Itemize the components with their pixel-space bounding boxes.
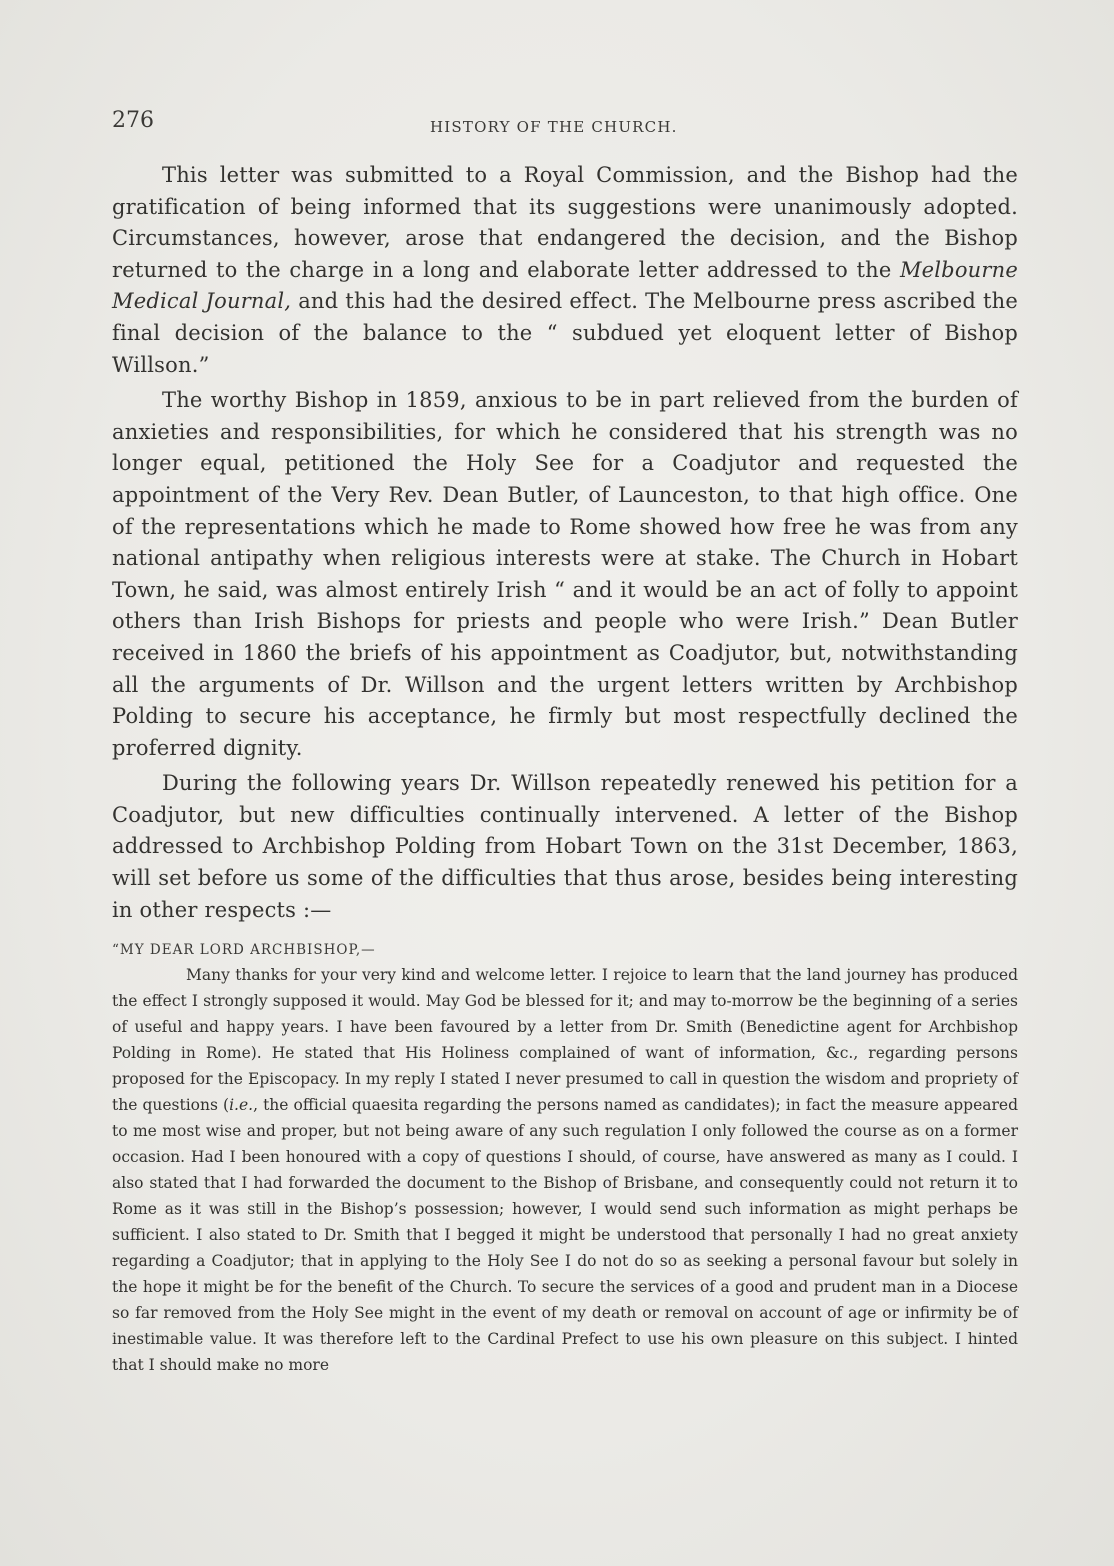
journal-title: Melbourne Medical Journal,: [112, 257, 1018, 314]
body-text: [112, 160, 1018, 1378]
page-number: 276: [112, 108, 154, 133]
letter-body-italic: i.e.: [229, 1096, 254, 1115]
running-title: HISTORY OF THE CHURCH.: [430, 118, 678, 136]
paragraph-1-text-a: This letter was submitted to a Royal Commission, and the Bishop had the gratification of being informed that its suggestions were unanimously adopted. Circumstances, however, arose that endangered the decision, and the Bishop returned to the charge in a long and elaborate letter addressed to the: [112, 163, 1018, 282]
letter-body: [112, 962, 1018, 1378]
paragraph-2: The worthy Bishop in 1859, anxious to be in part relieved from the burden of anxieties and responsibilities, for which he considered that his strength was no longer equal, petitioned the Holy See for a Coadjutor and requested the appointment of the Very Rev. Dean Butler, of Launceston, to that high office. One of the representations which he made to Rome showed how free he was from any national antipathy when religious interests were at stake. The Church in Hobart Town, he said, was almost entirely Irish “ and it would be an act of folly to appoint others than Irish Bishops for priests and people who were Irish.” Dean Butler received in 1860 the briefs of his appointment as Coadjutor, but, notwithstanding all the arguments of Dr. Willson and the urgent letters written by Archbishop Polding to secure his acceptance, he firmly but most respectfully declined the proferred dignity.: [112, 388, 1018, 760]
paragraph-1-text-b: and this had the desired effect. The Melbourne press ascribed the final decision of the balance to the “ subdued yet eloquent letter of Bishop Willson.”: [112, 289, 1018, 377]
paragraph-1: [112, 160, 1018, 381]
letter-body-text-a: Many thanks for your very kind and welcome letter. I rejoice to learn that the land journey has produced the effect I strongly supposed it would. May God be blessed for it; and may to-morrow be the beginning of a series of useful and happy years. I have been favoured by a letter from Dr. Smith (Benedictine agent for Archbishop Polding in Rome). He stated that His Holiness complained of want of information, &c., regarding persons proposed for the Episcopacy. In my reply I stated I never presumed to call in question the wisdom and propriety of the questions (: [112, 966, 1018, 1115]
letter-salutation: “MY DEAR LORD ARCHBISHOP,—: [112, 942, 376, 959]
letter-body-text-b: , the official quaesita regarding the persons named as candidates); in fact the measure appeared to me most wise and proper, but not being aware of any such regulation I only followed the course as on a former occasion. Had I been honoured with a copy of questions I should, of course, have answered as many as I could. I also stated that I had forwarded the document to the Bishop of Brisbane, and consequently could not return it to Rome as it was still in the Bishop’s possession; however, I would send such information as might perhaps be sufficient. I also stated to Dr. Smith that I begged it might be understood that personally I had no great anxiety regarding a Coadjutor; that in applying to the Holy See I do not do so as seeking a personal favour but solely in the hope it might be for the benefit of the Church. To secure the services of a good and prudent man in a Diocese so far removed from the Holy See might in the event of my death or removal on account of age or infirmity be of inestimable value. It was therefore left to the Cardinal Prefect to use his own pleasure on this subject. I hinted that I should make no more: [112, 1096, 1018, 1375]
paragraph-3: During the following years Dr. Willson repeatedly renewed his petition for a Coadjutor, but new difficulties continually intervened. A letter of the Bishop addressed to Archbishop Polding from Hobart Town on the 31st December, 1863, will set before us some of the difficulties that thus arose, besides being interesting in other respects :—: [112, 771, 1018, 922]
